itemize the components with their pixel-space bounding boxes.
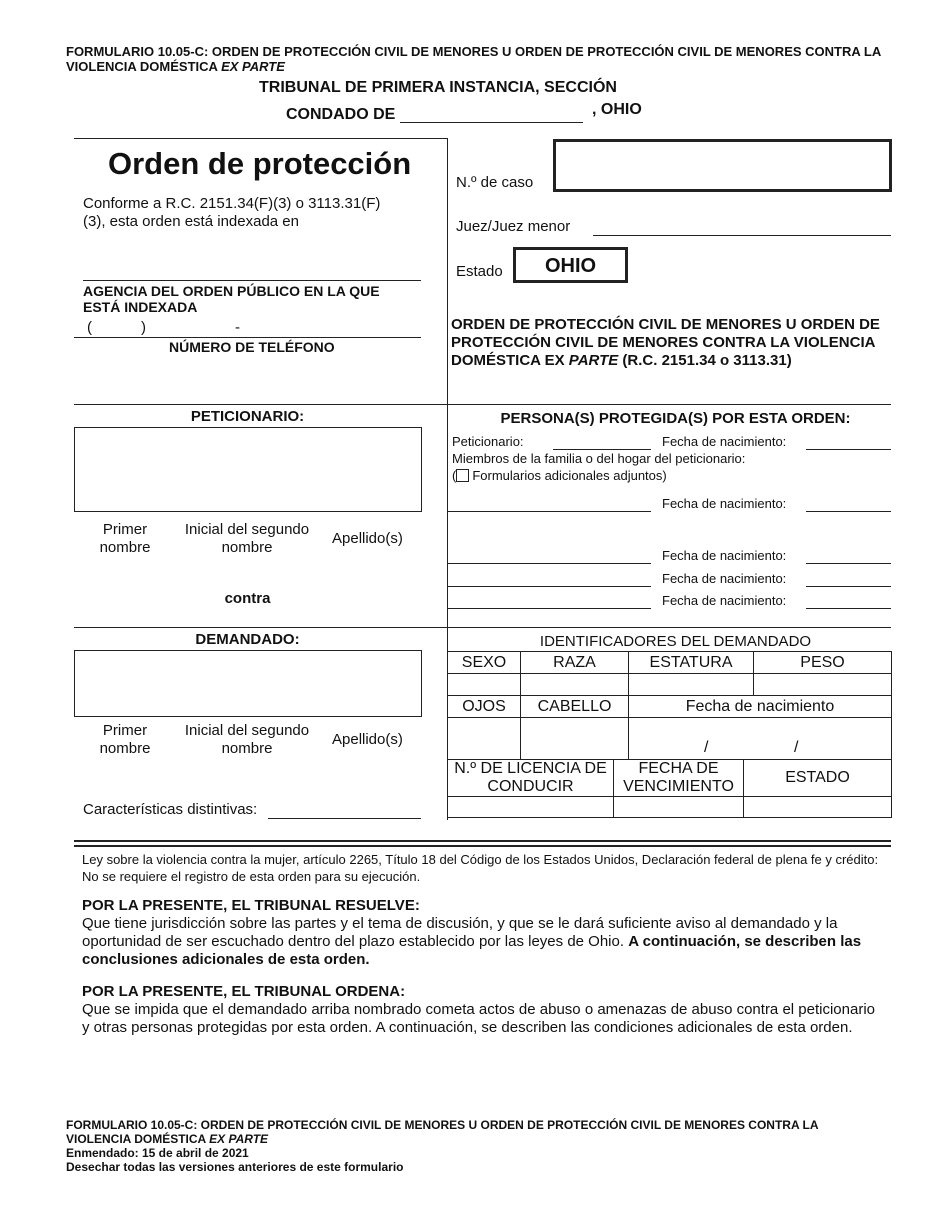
protected-heading: PERSONA(S) PROTEGIDA(S) POR ESTA ORDEN:	[500, 410, 851, 427]
phone-open: (	[87, 319, 92, 336]
finds-heading: POR LA PRESENTE, EL TRIBUNAL RESUELVE:	[82, 897, 420, 914]
orders-text: Que se impida que el demandado arriba nombrado cometa actos de abuso o amenazas de abuso contra el peticionario y otras personas protegidas por esta orden. A continuación, se describen las condiciones adicionales de esta orden.	[82, 1001, 876, 1036]
form-title-line2: VIOLENCIA DOMÉSTICA EX PARTE	[66, 59, 285, 74]
height-header: ESTATURA	[629, 652, 754, 674]
phone-dash: -	[235, 319, 240, 336]
phone-label: NÚMERO DE TELÉFONO	[169, 339, 335, 355]
agency-field[interactable]	[83, 280, 421, 281]
family-label: Miembros de la familia o del hogar del peticionario:	[452, 451, 746, 466]
additional-forms-checkbox[interactable]	[456, 469, 469, 482]
identifiers-table-2	[447, 759, 892, 818]
expiration-header: FECHA DE VENCIMIENTO	[614, 760, 744, 797]
petitioner-middle-initial: Inicial del segundo nombre	[184, 521, 310, 556]
respondent-first-name: Primer nombre	[99, 722, 151, 757]
versus-label: contra	[224, 590, 271, 607]
family-member-field-2[interactable]	[447, 563, 651, 564]
orders-heading: POR LA PRESENTE, EL TRIBUNAL ORDENA:	[82, 983, 406, 1000]
dob-field-4[interactable]	[806, 586, 891, 587]
order-title: Orden de protección	[108, 146, 412, 181]
dob-field-5[interactable]	[806, 608, 891, 609]
petitioner-last-name: Apellido(s)	[332, 530, 403, 547]
eyes-cell[interactable]	[448, 718, 521, 760]
top-rule	[74, 138, 448, 139]
eyes-header: OJOS	[448, 696, 521, 718]
footer-line1: FORMULARIO 10.05-C: ORDEN DE PROTECCIÓN CIVIL DE MENORES U ORDEN DE PROTECCIÓN CIVIL DE MENORES CONTRA LA	[66, 1118, 819, 1132]
phone-field[interactable]	[74, 337, 421, 338]
state-value: OHIO	[513, 247, 628, 283]
protected-petitioner-label: Peticionario:	[452, 434, 524, 449]
petitioner-heading: PETICIONARIO:	[190, 408, 305, 425]
case-no-label: N.º de caso	[456, 174, 534, 191]
dob-label-2: Fecha de nacimiento:	[662, 496, 787, 511]
form-title	[66, 44, 896, 74]
section-rule-2	[74, 627, 891, 628]
race-cell[interactable]	[521, 674, 629, 696]
license-header: N.º DE LICENCIA DE CONDUCIR	[448, 760, 614, 797]
dob-slash-2: /	[794, 739, 799, 756]
phone-close: )	[141, 319, 146, 336]
license-cell[interactable]	[448, 797, 614, 818]
dob-field-3[interactable]	[806, 563, 891, 564]
agency-label: AGENCIA DEL ORDEN PÚBLICO EN LA QUE ESTÁ INDEXADA	[83, 283, 380, 315]
identifiers-heading: IDENTIFICADORES DEL DEMANDADO	[539, 633, 812, 650]
family-member-field-1[interactable]	[447, 511, 651, 512]
state-suffix: , OHIO	[592, 101, 642, 118]
height-cell[interactable]	[629, 674, 754, 696]
petitioner-name-box[interactable]	[74, 427, 422, 512]
distinguishing-label: Características distintivas:	[83, 801, 258, 818]
vawa-notice: Ley sobre la violencia contra la mujer, artículo 2265, Título 18 del Código de los Estados Unidos, Declaración federal de plena fe y crédito: No se requiere el registro de esta orden para su ejecución.	[82, 852, 879, 884]
respondent-last-name: Apellido(s)	[332, 731, 403, 748]
sex-header: SEXO	[448, 652, 521, 674]
license-state-cell[interactable]	[744, 797, 892, 818]
dob-field-2[interactable]	[806, 511, 891, 512]
weight-header: PESO	[754, 652, 892, 674]
respondent-name-box[interactable]	[74, 650, 422, 717]
additional-forms-line: ( Formularios adicionales adjuntos)	[452, 468, 667, 483]
dob-cell[interactable]	[629, 718, 892, 760]
race-header: RAZA	[521, 652, 629, 674]
dob-label-5: Fecha de nacimiento:	[662, 593, 787, 608]
family-member-field-4[interactable]	[447, 608, 651, 609]
dob-label-1: Fecha de nacimiento:	[662, 434, 787, 449]
dob-label-3: Fecha de nacimiento:	[662, 548, 787, 563]
case-no-field[interactable]	[553, 139, 892, 192]
protected-petitioner-field[interactable]	[553, 449, 651, 450]
footer-line4: Desechar todas las versiones anteriores de este formulario	[66, 1160, 404, 1174]
license-state-header: ESTADO	[744, 760, 892, 797]
section-rule-1	[74, 404, 891, 405]
state-label: Estado	[456, 263, 503, 280]
county-field[interactable]	[400, 122, 583, 123]
distinguishing-field[interactable]	[268, 818, 421, 819]
county-label: CONDADO DE	[286, 106, 396, 123]
footer	[66, 1118, 896, 1174]
index-note: Conforme a R.C. 2151.34(F)(3) o 3113.31(F)(3), esta orden está indexada en	[83, 195, 381, 230]
judge-field[interactable]	[593, 235, 891, 236]
dob-slash-1: /	[704, 739, 709, 756]
expiration-cell[interactable]	[614, 797, 744, 818]
petitioner-first-name: Primer nombre	[99, 521, 151, 556]
hair-header: CABELLO	[521, 696, 629, 718]
family-member-field-3[interactable]	[447, 586, 651, 587]
dob-label-4: Fecha de nacimiento:	[662, 571, 787, 586]
sex-cell[interactable]	[448, 674, 521, 696]
footer-line3: Enmendado: 15 de abril de 2021	[66, 1146, 249, 1160]
dob-header: Fecha de nacimiento	[629, 696, 892, 718]
order-heading: ORDEN DE PROTECCIÓN CIVIL DE MENORES U ORDEN DE PROTECCIÓN CIVIL DE MENORES CONTRA LA VIOLENCIA DOMÉSTICA EX PARTE (R.C. 2151.34 o 3113.31)	[451, 316, 880, 369]
finds-text: Que tiene jurisdicción sobre las partes y el tema de discusión, y que se le dará suficiente aviso al demandado y la oportunidad de ser escuchado dentro del plazo establecido por las leyes de Ohio. A continuación, se describen las conclusiones adicionales de esta orden.	[82, 915, 862, 968]
dob-field-1[interactable]	[806, 449, 891, 450]
court-line: TRIBUNAL DE PRIMERA INSTANCIA, SECCIÓN	[259, 79, 617, 96]
form-title-line1: FORMULARIO 10.05-C: ORDEN DE PROTECCIÓN CIVIL DE MENORES U ORDEN DE PROTECCIÓN CIVIL DE MENORES CONTRA LA	[66, 44, 882, 59]
hair-cell[interactable]	[521, 718, 629, 760]
judge-label: Juez/Juez menor	[456, 218, 571, 235]
identifiers-table-1	[447, 651, 892, 760]
double-rule-bottom	[74, 845, 891, 847]
respondent-middle-initial: Inicial del segundo nombre	[184, 722, 310, 757]
footer-line2: VIOLENCIA DOMÉSTICA EX PARTE	[66, 1132, 269, 1146]
double-rule-top	[74, 840, 891, 842]
respondent-heading: DEMANDADO:	[195, 631, 300, 648]
weight-cell[interactable]	[754, 674, 892, 696]
